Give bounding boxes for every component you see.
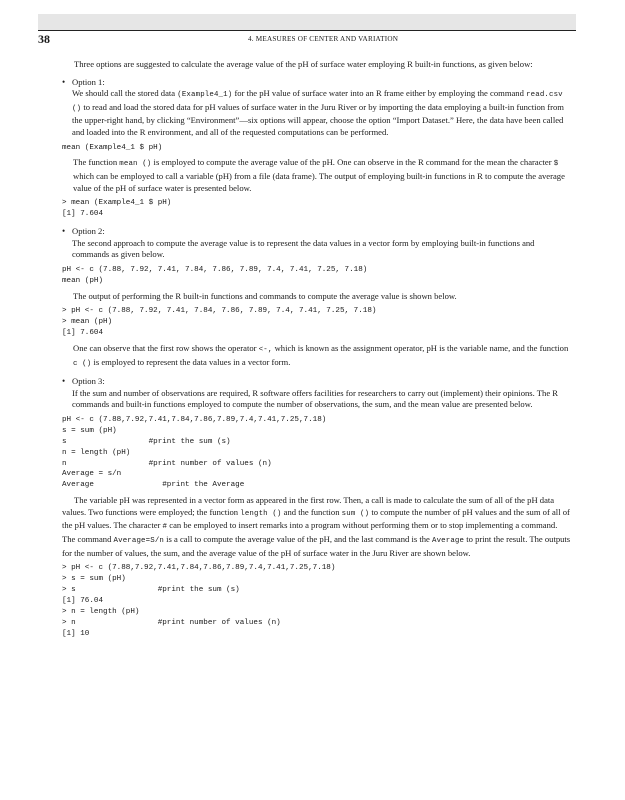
option3-code-line-1: pH <- c (7.88,7.92,7.41,7.84,7.86,7.89,7.4,7.41,7.25,7.18) [62, 415, 327, 424]
option1-expl-code-a: mean () [119, 160, 152, 169]
option2-output-line-2: > mean (pH) [62, 318, 113, 327]
option2-title: • Option 2: [72, 226, 105, 237]
option1-text-a: We should call the stored data [72, 88, 178, 99]
closing-t2: and the function [281, 506, 342, 517]
header-rule [38, 30, 576, 31]
closing-paragraph [62, 495, 572, 559]
option1-expl-c: which can be employed to call a variable (pH) from a file (data frame). The output of employing built-in functions in R to compute the average value of the pH of surface water is presented below. [73, 171, 565, 193]
option1-code-a: (Example4_1) [177, 91, 233, 100]
option2-bullet [62, 226, 572, 261]
option2-command-1: pH <- c (7.88, 7.92, 7.41, 7.84, 7.86, 7.89, 7.4, 7.41, 7.25, 7.18) [62, 265, 368, 274]
closing-t3: to compute the number of pH values and the sum of all of the pH values. The character [62, 506, 570, 531]
option1-command: mean (Example4_1 $ pH) [62, 143, 163, 152]
option1-bullet [62, 77, 572, 139]
page-body [62, 59, 572, 640]
final-output-line-3: > s #print the sum (s) [62, 586, 240, 595]
header-bar [38, 14, 576, 30]
option2-note-code-b: c () [73, 359, 92, 368]
closing-t4: can be employed to insert remarks into a program without performing them or to stop implementing a command. The command [62, 520, 558, 545]
final-output-line-5: > n = length (pH) [62, 607, 140, 616]
final-output-line-2: > s = sum (pH) [62, 575, 126, 584]
option1-expl-b: is employed to compute the average value of the pH. One can observe in the R command for the mean the character [151, 157, 554, 168]
option1-expl-code-b: $ [553, 160, 559, 169]
closing-t6: to print the result. The outputs for the number of values, the sum, and the average value of the pH of surface water in the Juru River are shown below. [62, 534, 571, 558]
option2-output-line-3: [1] 7.604 [62, 329, 104, 338]
closing-c1: length () [240, 509, 282, 518]
option3-title: • Option 3: [72, 376, 105, 387]
final-output-line-4: [1] 76.04 [62, 596, 104, 605]
intro-paragraph: Three options are suggested to calculate the average value of the pH of surface water employing R built-in functions, as given below: [74, 59, 533, 69]
closing-c4: Average=S/n [113, 537, 164, 546]
option3-code-line-2: s = sum (pH) [62, 426, 117, 435]
option3-text: If the sum and number of observations are required, R software offers facilities for researchers to carry out (implement) their opinions. The R commands and built-in functions employed to compute the number of observations, the sum, and the mean value are presented below. [72, 387, 559, 410]
option1-code-b: read.csv () [72, 91, 563, 113]
option3-code-line-7: Average #print the Average [62, 481, 245, 490]
closing-t1: The variable pH was represented in a vector form as appeared in the first row. Then, a call is made to calculate the sum of all of the pH data values. Two functions were employed; the function [62, 495, 555, 517]
page-number: 38 [38, 32, 50, 46]
final-output-block [62, 563, 572, 639]
option2-note-b: which is known as the assignment operator, pH is the variable name, and the function [272, 342, 569, 353]
running-head: 4. MEASURES OF CENTER AND VARIATION [248, 35, 399, 43]
closing-t5: is a call to compute the average value of the pH, and the last command is the [163, 534, 432, 545]
option2-output-line-1: > pH <- c (7.88, 7.92, 7.41, 7.84, 7.86, 7.89, 7.4, 7.41, 7.25, 7.18) [62, 307, 377, 316]
option1-expl-a: The function [73, 157, 120, 168]
closing-c2: sum () [341, 509, 370, 518]
option1-explanation [62, 157, 572, 194]
option1-output-line-2: [1] 7.604 [62, 210, 104, 219]
closing-c5: Average [431, 537, 465, 546]
option1-title: • Option 1: [72, 76, 105, 87]
final-output-line-7: [1] 10 [62, 629, 90, 638]
final-output-line-6: > n #print number of values (n) [62, 618, 281, 627]
option2-note [62, 343, 572, 370]
option1-text [72, 88, 572, 138]
option3-code-line-4: n = length (pH) [62, 448, 131, 457]
option2-note-code-a: <-, [258, 345, 273, 354]
final-output-line-1: > pH <- c (7.88,7.92,7.41,7.84,7.86,7.89,7.4,7.41,7.25,7.18) [62, 564, 336, 573]
option3-code-line-3: s #print the sum (s) [62, 437, 231, 446]
option2-explanation: The output of performing the R built-in functions and commands to compute the average value is shown below. [73, 290, 457, 301]
option2-command-2: mean (pH) [62, 276, 104, 285]
closing-c3: # [162, 523, 168, 532]
option2-text: The second approach to compute the average value is to represent the data values in a vector form by employing built-in functions and commands as given below. [72, 237, 535, 260]
option2-note-c: is employed to represent the data values in a vector form. [91, 356, 291, 367]
option3-bullet [62, 376, 572, 411]
option1-output-line-1: > mean (Example4_1 $ pH) [62, 199, 172, 208]
option3-code-line-6: Average = s/n [62, 470, 122, 479]
option1-text-c: to read and load the stored data for pH values of surface water in the Juru River or by importing the data employing a built-in function from the upper-right hand, by clicking “Environment”—six options will appear, choose the option “Import Dataset.” Here, the data have been called and loaded into the R environment, and all of the requested computations can be performed. [72, 101, 564, 137]
option2-note-a: One can observe that the first row shows the operator [73, 342, 259, 353]
option3-code-line-5: n #print number of values (n) [62, 459, 272, 468]
option1-text-b: for the pH value of surface water into an R frame either by employing the command [232, 88, 527, 99]
